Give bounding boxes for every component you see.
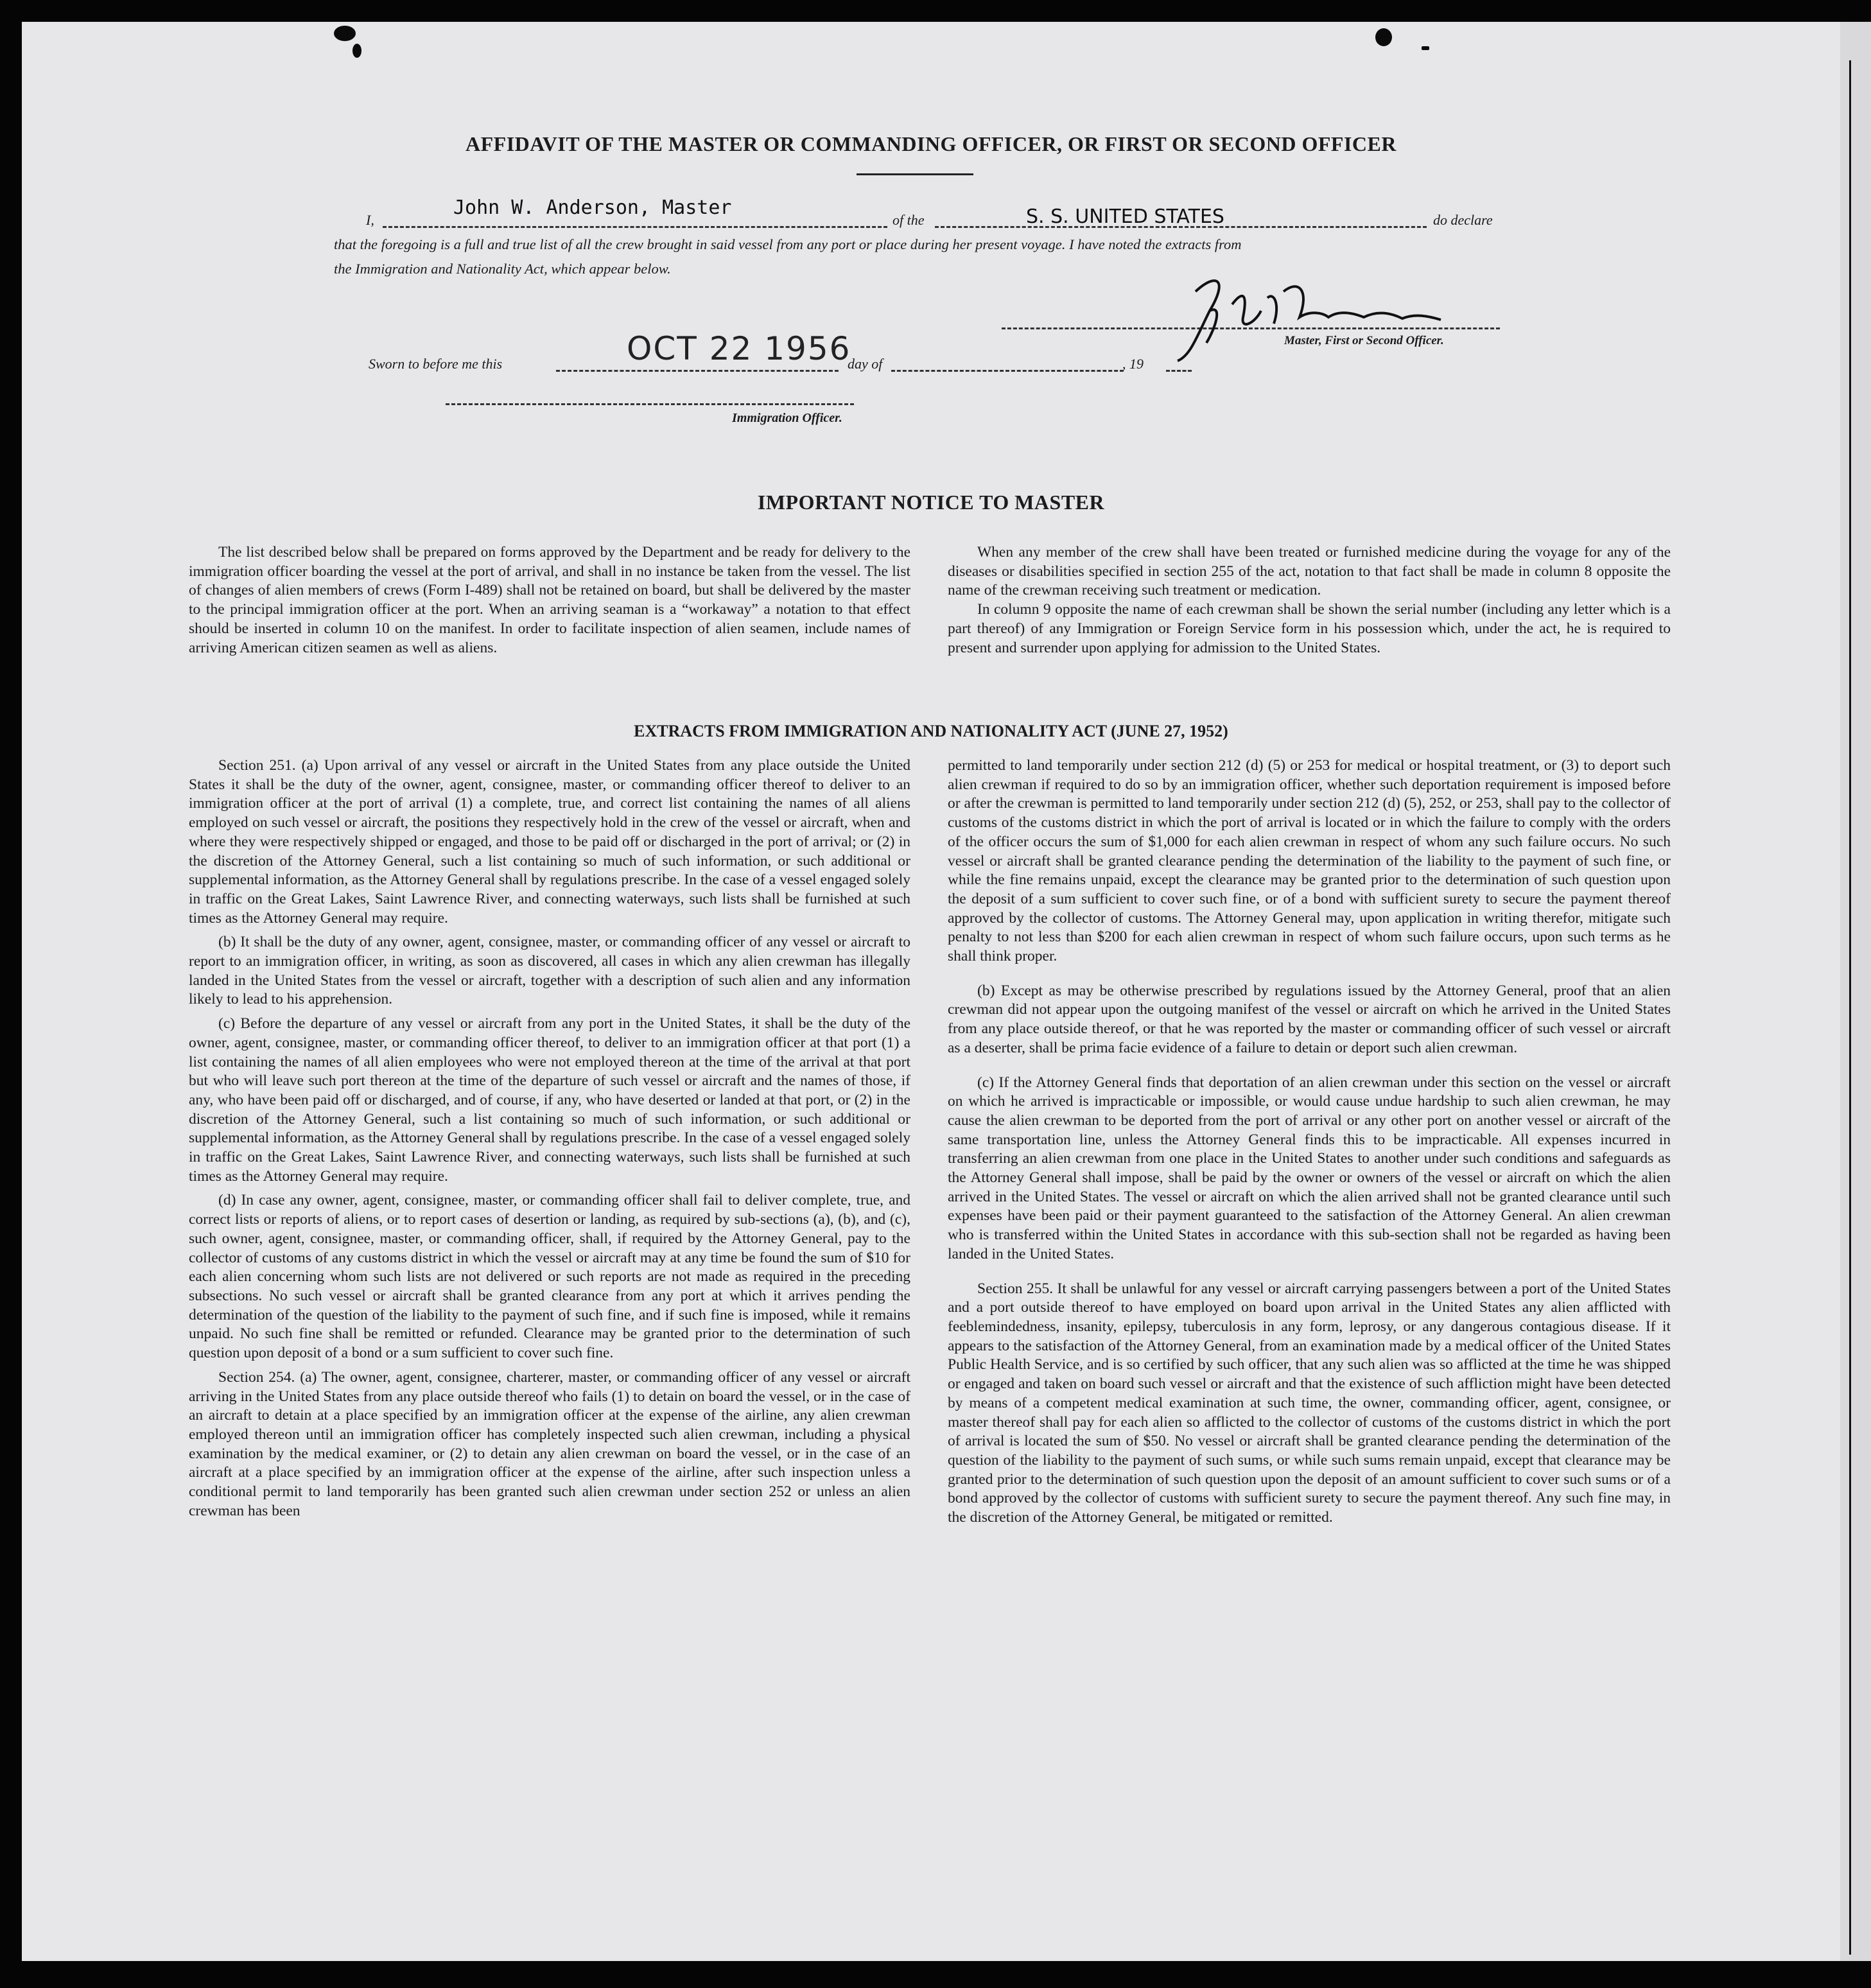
- extracts-left-column: [189, 756, 910, 1526]
- immigration-officer-line: [446, 403, 854, 405]
- affidavit-title: AFFIDAVIT OF THE MASTER OR COMMANDING OFFICER, OR FIRST OR SECOND OFFICER: [466, 132, 1397, 155]
- sworn-date-line: [556, 370, 839, 372]
- immigration-officer-caption: Immigration Officer.: [732, 411, 842, 425]
- i-label: I,: [366, 212, 374, 228]
- scan-blot: [1375, 28, 1392, 46]
- declarant-line: [383, 226, 887, 228]
- year-label: , 19: [1122, 356, 1144, 372]
- do-declare-label: do declare: [1433, 212, 1493, 228]
- extract-paragraph: (c) If the Attorney General finds that deportation of an alien crewman under this section on the vessel or aircraft on which he arrived is impracticable or impossible, or would cause undue hardship to such alien crewman, he may cause the alien crewman to be deported from the port of arrival or any other port on another vessel or aircraft of the same transportation line, unless the Attorney General finds this to be impracticable. All expenses incurred in transferring an alien crewman from one place in the United States to another under such conditions and safeguards as the Attorney General shall impose, shall be paid by the owner or owners of the vessel or aircraft on which the alien arrived in the United States. The vessel or aircraft on which the alien arrived shall not be granted clearance until such expenses have been paid or their payment guaranteed to the satisfaction of the Attorney General. An alien crewman who is transferred within the United States in accordance with this sub-section shall not be regarded as having been landed in the United States.: [948, 1074, 1671, 1262]
- vessel-name: S. S. UNITED STATES: [1026, 205, 1224, 228]
- extract-paragraph: Section 254. (a) The owner, agent, consignee, charterer, master, or commanding officer of any vessel or aircraft arriving in the United States from any place outside thereof who fails (1) to detain on board the vessel, or in the case of an aircraft to detain at a place specified by an immigration officer at the expense of the airline, any alien crewman employed thereon until an immigration officer has completely inspected such alien crewman, including a physical examination by the medical examiner, or (2) to detain any alien crewman on board the vessel, or in the case of an aircraft at a place specified by an immigration officer at the expense of the airline, after such inspection unless a conditional permit to land temporarily has been granted such alien crewman under section 252 or unless an alien crewman has been: [189, 1368, 910, 1519]
- extract-paragraph: (b) It shall be the duty of any owner, agent, consignee, master, or commanding officer of any vessel or aircraft to report to an immigration officer, in writing, as soon as discovered, all cases in which any alien crewman has illegally landed in the United States from the vessel or aircraft, together with a description of such alien and any information likely to lead to his apprehension.: [189, 934, 910, 1008]
- extract-paragraph: (c) Before the departure of any vessel or aircraft from any port in the United States, it shall be the duty of the owner, agent, consignee, master, or commanding officer thereof, to deliver to an immigration officer at that port (1) a list containing the names of all alien employees who were not employed thereon at the time of the arrival at that port but who will leave such port thereon at the time of the departure of such vessel or aircraft and the names of those, if any, who have been paid off or discharged, and of course, if any, who have deserted or landed at that port, or (2) in the discretion of the Attorney General, such a list containing so much of such information, or such additional or supplemental information, as the Attorney General shall by regulations prescribe. In the case of a vessel engaged solely in traffic on the Great Lakes, Saint Lawrence River, and connecting waterways, such lists shall be furnished at such times as the Attorney General may require.: [189, 1015, 910, 1185]
- year-line: [1166, 370, 1192, 372]
- of-the-label: of the: [892, 212, 925, 228]
- scan-blot: [352, 44, 361, 58]
- notice-left-column: [189, 543, 910, 663]
- notice-right-paragraph-2: In column 9 opposite the name of each crewman shall be shown the serial number (including any letter which is a part thereof) of any Immigration or Foreign Service form in his possession which, under the act, he is required to present and surrender upon applying for admission to the United States.: [948, 601, 1671, 656]
- extract-paragraph: permitted to land temporarily under section 212 (d) (5) or 253 for medical or hospital treatment, or (3) to deport such alien crewman if required to do so by an immigration officer, whether such deportation requirement is imposed before or after the crewman is permitted to land temporarily under section 212 (d) (5), 252, or 253, shall pay to the collector of customs of the customs district in which the port of arrival is located or in which the failure to comply with the orders of the officer occurs the sum of $1,000 for each alien crewman in respect of whom any such failure occurs. No such vessel or aircraft shall be granted clearance pending the determination of the liability to the payment of such fine, or while the fine remains unpaid, except the clearance may be granted prior to the determination of such question upon the deposit of a sum sufficient to cover such fine, or of a bond with sufficient surety to secure the payment thereof approved by the collector of customs. The Attorney General may, upon application in writing therefor, mitigate such penalty to not less than $200 for each alien crewman in respect of whom such failure occurs, upon such terms as he shall think proper.: [948, 757, 1671, 965]
- signature-caption: Master, First or Second Officer.: [1284, 334, 1444, 347]
- extract-paragraph: Section 251. (a) Upon arrival of any vessel or aircraft in the United States from any place outside the United States it shall be the duty of the owner, agent, consignee, master, or commanding officer thereof to deliver to an immigration officer at the port of arrival (1) a complete, true, and correct list containing the names of all aliens employed on such vessel or aircraft, the positions they respectively hold in the crew of the vessel or aircraft, when and where they were respectively shipped or engaged, and those to be paid off or discharged in the port of arrival; or (2) in the discretion of the Attorney General, such a list containing so much of such information, or such additional or supplemental information, as the Attorney General shall by regulations prescribe. In the case of a vessel engaged solely in traffic on the Great Lakes, Saint Lawrence River, and connecting waterways, such lists shall be furnished at such times as the Attorney General may require.: [189, 757, 910, 927]
- declarant-name: John W. Anderson, Master: [453, 196, 732, 219]
- notice-left-paragraph: The list described below shall be prepared on forms approved by the Department and be ready for delivery to the immigration officer boarding the vessel at the port of arrival, and shall in no instance be taken from the vessel. The list of changes of alien members of crews (Form I-489) shall not be retained on board, but shall be delivered by the master to the principal immigration officer at the port. When an arriving seaman is a “workaway” a notation to that effect should be inserted in column 10 on the manifest. In order to facilitate inspection of alien seamen, include names of arriving American citizen seamen as well as aliens.: [189, 544, 910, 656]
- declaration-line-2: the Immigration and Nationality Act, which appear below.: [334, 261, 671, 277]
- extract-paragraph: (b) Except as may be otherwise prescribed by regulations issued by the Attorney General, proof that an alien crewman did not appear upon the outgoing manifest of the vessel or aircraft on which he arrived in the United States from any place outside thereof, or that he was reported by the master or commanding officer of such vessel or aircraft as a deserter, shall be prima facie evidence of a failure to detain or deport such alien crewman.: [948, 982, 1671, 1056]
- notice-right-column: [948, 543, 1671, 663]
- month-line: [891, 370, 1124, 372]
- sworn-label: Sworn to before me this: [369, 356, 503, 372]
- notice-right-paragraph-1: When any member of the crew shall have been treated or furnished medicine during the voyage for any of the diseases or disabilities specified in section 255 of the act, notation to that fact shall be made in column 8 opposite the name of the crewman receiving such treatment or medication.: [948, 544, 1671, 599]
- declaration-line-1: that the foregoing is a full and true list of all the crew brought in said vessel from any port or place during her present voyage. I have noted the extracts from: [334, 236, 1242, 252]
- title-underline: [857, 173, 973, 175]
- extract-paragraph: (d) In case any owner, agent, consignee, master, or commanding officer shall fail to deliver complete, true, and correct lists or reports of aliens, or to report cases of desertion or landing, as required by sub-sections (a), (b), and (c), such owner, agent, consignee, master, or commanding officer, shall, if required by the Attorney General, pay to the collector of customs of any customs district in which the vessel or aircraft may at any time be found the sum of $10 for each alien concerning whom such lists are not delivered or such reports are not made as required in the preceding subsections. No such vessel or aircraft shall be granted clearance from any port at which it arrives pending the determination of the question of the liability to the payment of such fine, and if such fine is imposed, while it remains unpaid. No such fine shall be remitted or refunded. Clearance may be granted prior to the determination of such question upon deposit of a bond or a sum sufficient to cover such fine.: [189, 1192, 910, 1362]
- scan-blot: [334, 26, 356, 41]
- extract-paragraph: Section 255. It shall be unlawful for any vessel or aircraft carrying passengers between a port of the United States and a port outside thereof to have employed on board upon arrival in the United States any alien afflicted with feeblemindedness, insanity, epilepsy, tuberculosis in any form, leprosy, or any dangerous contagious disease. If it appears to the satisfaction of the Attorney General, from an examination made by a medical officer of the United States Public Health Service, and is so certified by such officer, that any such alien was so afflicted at the time he was shipped or engaged and taken on board such vessel or aircraft and that the existence of such affliction might have been detected by means of a competent medical examination at such time, the owner, commanding officer, agent, consignee, or master thereof shall pay for each alien so afflicted to the collector of customs of the customs district in which the port of arrival is located the sum of $50. No vessel or aircraft shall be granted clearance pending the determination of the question of the liability to the payment of such sums, or while such sums remain unpaid, except that clearance may be granted prior to the determination of such question upon the deposit of an amount sufficient to cover such sums or of a bond approved by the collector of customs with sufficient surety to secure the payment thereof. Any such fine may, in the discretion of the Attorney General, be mitigated or remitted.: [948, 1280, 1671, 1526]
- extracts-right-column: [948, 756, 1671, 1533]
- day-of-label: day of: [848, 356, 883, 372]
- document-page: [22, 22, 1840, 1961]
- notice-title: IMPORTANT NOTICE TO MASTER: [757, 491, 1105, 514]
- scan-blot: [1422, 46, 1429, 50]
- sworn-date-stamp: OCT 22 1956: [627, 330, 851, 367]
- extracts-title: EXTRACTS FROM IMMIGRATION AND NATIONALITY ACT (JUNE 27, 1952): [634, 722, 1228, 740]
- scan-edge: [1840, 22, 1871, 1961]
